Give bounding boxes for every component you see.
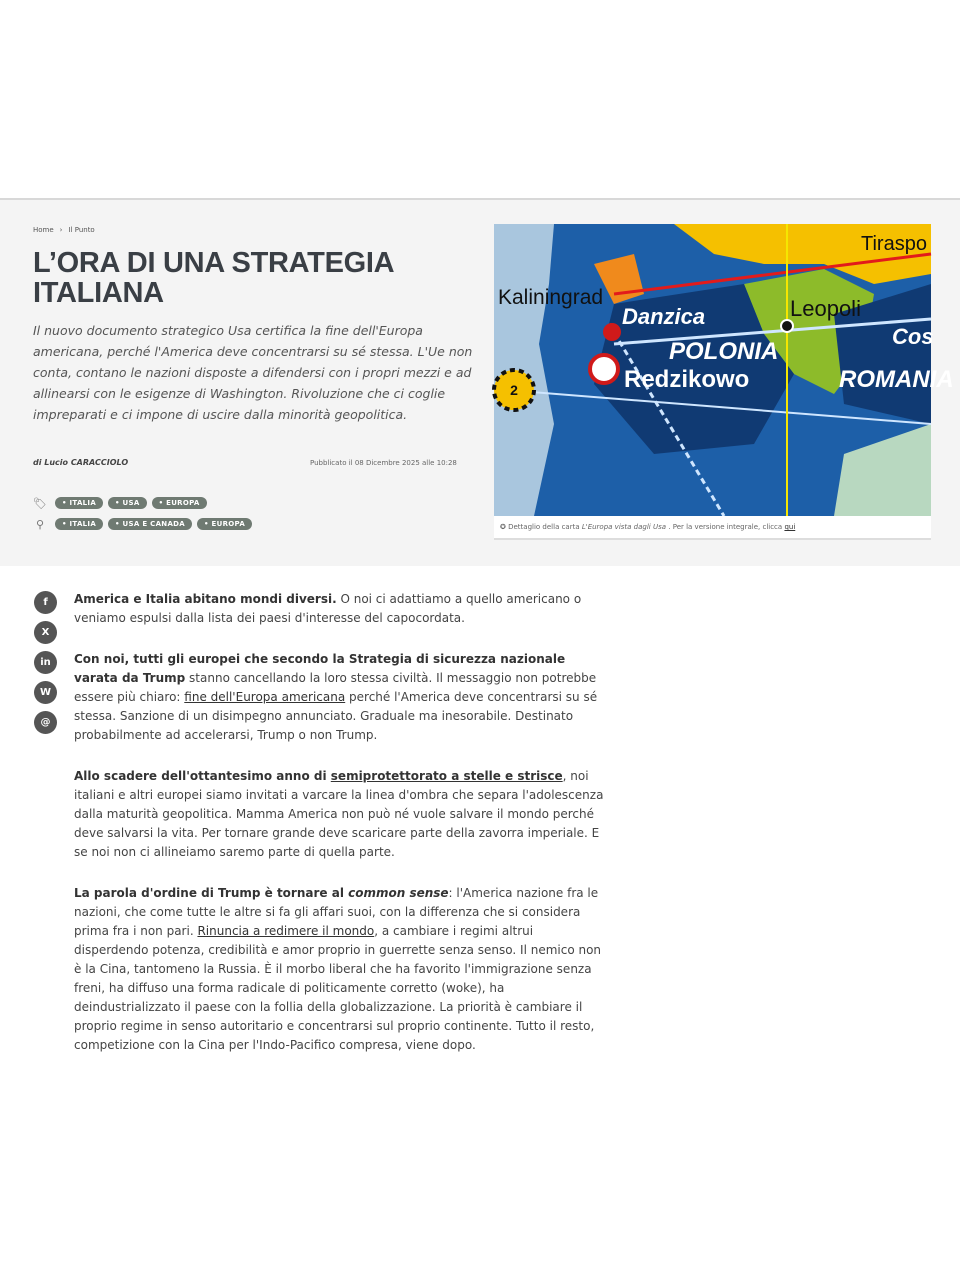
- paragraph: Allo scadere dell'ottantesimo anno di semiprotettorato a stelle e strisce, noi italiani e altri europei siamo invitati a varcare la linea d'ombra che separa l'adolescenza dalla maturità geopolitica. Mamma America non può né vuole salvare il mondo perché deve salvarsi la vita. Per tornare grande deve scaricare parte della zavorra imperiale. E se noi non ci allineiamo saremo parte di quella parte.: [74, 769, 604, 859]
- map-label-2: 2: [510, 382, 518, 398]
- link-semiprotettorato[interactable]: semiprotettorato a stelle e strisce: [330, 769, 563, 783]
- article-body: [74, 590, 609, 1077]
- link-fine-europa[interactable]: fine dell'Europa americana: [184, 690, 346, 704]
- map-full-link[interactable]: qui: [784, 523, 796, 531]
- map-label-polonia: POLONIA: [669, 338, 779, 365]
- place-italia[interactable]: • ITALIA: [55, 518, 103, 530]
- tag-italia[interactable]: • ITALIA: [55, 497, 103, 509]
- link-rinuncia[interactable]: Rinuncia a redimere il mondo: [197, 924, 375, 938]
- share-linkedin-button[interactable]: in: [34, 651, 57, 674]
- info-icon: ✪: [500, 523, 506, 531]
- map-label-costanza: Cos: [892, 324, 934, 349]
- tag-usa[interactable]: • USA: [108, 497, 147, 509]
- location-pin-icon: ⚲: [35, 517, 45, 531]
- paragraph: La parola d'ordine di Trump è tornare al common sense: l'America nazione fra le nazioni, che come tutte le altre si fa gli affari suoi, con la differenza che si considera prima fra i non pari. Rinuncia a redimere il mondo, a cambiare i regimi altrui disperdendo potenza, credibilità e amor proprio in guerrette senza senso. Il nemico non è la Cina, tantomeno la Russia. È il morbo liberal che ha favorito l'immigrazione senza freni, ha diffuso una forma radicale di politicamente corretto (woke), ha deindustrializzato il paese con la follia della globalizzazione. La priorità è cambiare il proprio regime in senso autoritario e concentrarsi sul proprio continente. Tutto il resto, competizione con la Cina per l'Indo-Pacifico compresa, viene dopo.: [74, 886, 602, 1052]
- publish-date: Pubblicato il 08 Dicembre 2025 alle 10:28: [310, 459, 457, 467]
- map-label-leopoli: Leopoli: [790, 296, 861, 321]
- breadcrumb-home[interactable]: Home: [33, 226, 54, 234]
- share-whatsapp-button[interactable]: W: [34, 681, 57, 704]
- share-email-button[interactable]: @: [34, 711, 57, 734]
- map-label-danzica: Danzica: [622, 304, 706, 329]
- map-image[interactable]: [494, 224, 954, 516]
- map-label-romania: ROMANIA: [839, 366, 954, 393]
- map-label-tiraspol: Tiraspo: [861, 233, 927, 255]
- map-caption: ✪ Dettaglio della carta L'Europa vista dagli Usa . Per la versione integrale, clicca qui: [494, 516, 931, 540]
- share-facebook-button[interactable]: f: [34, 591, 57, 614]
- place-usa-canada[interactable]: • USA E CANADA: [108, 518, 192, 530]
- author[interactable]: di Lucio CARACCIOLO: [33, 458, 129, 467]
- article-subtitle: Il nuovo documento strategico Usa certifica la fine dell'Europa americana, perché l'America deve concentrarsi su sé stessa. L'Ue non conta, contano le nazioni disposte a difendersi con i propri mezzi e ad allinearsi con le esigenze di Washington. Rivoluzione che ci coglie impreparati e ci impone di uscire dalla minorità geopolitica.: [33, 323, 473, 422]
- chevron-right-icon: ›: [59, 226, 63, 234]
- paragraph: Con noi, tutti gli europei che secondo la Strategia di sicurezza nazionale varata da Trump stanno cancellando la loro stessa civiltà. Il messaggio non potrebbe essere più chiaro: fine dell'Europa americana perché l'America deve concentrarsi su sé stessa. Sanzione di un disimpegno annunciato. Graduale ma inesorabile. Destinato probabilmente ad accelerarsi, Trump o non Trump.: [74, 652, 598, 742]
- tag-europa[interactable]: • EUROPA: [152, 497, 207, 509]
- tag-icon: 🏷: [33, 496, 47, 510]
- breadcrumb-il-punto[interactable]: Il Punto: [68, 226, 95, 234]
- breadcrumb: [33, 226, 95, 234]
- share-x-button[interactable]: X: [34, 621, 57, 644]
- tag-list: [33, 497, 207, 509]
- map-label-kaliningrad: Kaliningrad: [498, 286, 604, 309]
- place-europa[interactable]: • EUROPA: [197, 518, 252, 530]
- paragraph: America e Italia abitano mondi diversi. O noi ci adattiamo a quello americano o veniamo espulsi dalla lista dei paesi d'interesse del capocordata.: [74, 592, 582, 625]
- page-title: L’ORA DI UNA STRATEGIA ITALIANA: [33, 247, 394, 309]
- place-list: [33, 518, 252, 530]
- map-label-redzikowo: Redzikowo: [624, 366, 750, 393]
